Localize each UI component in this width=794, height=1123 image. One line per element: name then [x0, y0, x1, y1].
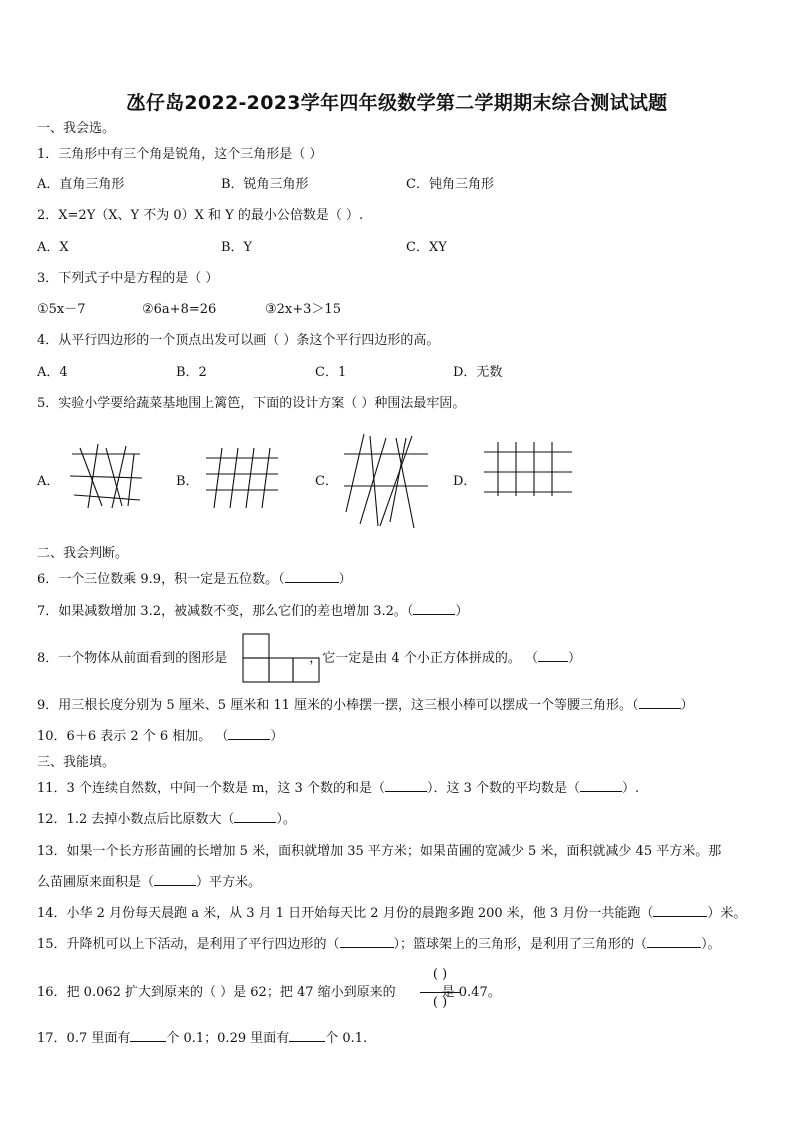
q15-text: 15．升降机可以上下活动，是利用了平行四边形的（: [37, 937, 340, 952]
q7-text: 7．如果减数增加 3.2，被减数不变，那么它们的差也增加 3.2。（: [37, 604, 414, 619]
question-2: 2．X=2Y（X、Y 不为 0）X 和 Y 的最小公倍数是（ ）.: [37, 208, 364, 223]
q2-option-b: B．Y: [221, 240, 253, 255]
q13-text-2: ）平方米。: [196, 875, 262, 890]
q11-blank-sum[interactable]: [385, 791, 427, 792]
question-10: [37, 728, 283, 746]
q6-answer-blank[interactable]: [285, 582, 339, 583]
q2-option-a: A．X: [37, 240, 69, 255]
q4-option-b: B．2: [176, 365, 207, 380]
q17-text-2: 个 0.1；0.29 里面有: [166, 1031, 290, 1046]
q17-text: 17．0.7 里面有: [37, 1031, 131, 1046]
q17-blank-1[interactable]: [130, 1041, 166, 1042]
q10-answer-blank[interactable]: [228, 739, 270, 740]
question-9: [37, 697, 694, 715]
q11-text-2: ）．这 3 个数的平均数是（: [426, 781, 580, 796]
fence-figure-a: [68, 440, 144, 512]
q9-text: 9．用三根长度分别为 5 厘米、5 厘米和 11 厘米的小棒摆一摆，这三根小棒可以摆成一个等腰三角形。（: [37, 698, 639, 713]
q4-option-c: C．1: [315, 365, 347, 380]
q7-close-paren: ）: [455, 604, 469, 619]
q10-close-paren: ）: [270, 729, 284, 744]
q14-text: 14．小华 2 月份每天晨跑 a 米，从 3 月 1 日开始每天比 2 月份的晨跑多跑 200 米，他 3 月份一共能跑（: [37, 906, 654, 921]
q5-label-d: D．: [453, 474, 477, 489]
q12-text-2: ）。: [276, 812, 296, 827]
question-15: [37, 936, 721, 954]
q6-close-paren: ）: [338, 572, 352, 587]
q17-text-3: 个 0.1.: [325, 1031, 368, 1046]
q1-option-c: C．钝角三角形: [406, 177, 494, 192]
question-3: 3．下列式子中是方程的是（ ）: [37, 271, 219, 286]
cube-front-view-figure: [240, 631, 322, 685]
q4-option-d: D．无数: [453, 365, 503, 380]
q3-option-3: ③2x+3＞15: [265, 302, 341, 317]
q16-text: 16．把 0.062 扩大到原来的（ ）是 62；把 47 缩小到原来的: [37, 985, 396, 1000]
q17-blank-2[interactable]: [289, 1041, 325, 1042]
q6-text: 6．一个三位数乘 9.9，积一定是五位数。（: [37, 572, 285, 587]
q11-blank-average[interactable]: [580, 791, 622, 792]
q12-answer-blank[interactable]: [234, 822, 276, 823]
q11-text: 11．3 个连续自然数，中间一个数是 m，这 3 个数的和是（: [37, 781, 385, 796]
question-12: [37, 811, 296, 829]
q5-label-b: B．: [176, 474, 199, 489]
question-1: 1．三角形中有三个角是锐角，这个三角形是（ ）: [37, 147, 323, 162]
q2-option-c: C．XY: [406, 240, 447, 255]
question-13-line-1: 13．如果一个长方形苗圃的长增加 5 米，面积就增加 35 平方米；如果苗圃的宽减少 5 米，面积就减少 45 平方米。那: [37, 844, 722, 859]
section-heading-judge: [37, 545, 128, 563]
section-2-title: 二、我会判断。: [37, 546, 129, 561]
q5-label-a: A．: [37, 474, 60, 489]
question-14: [37, 905, 746, 923]
question-7: [37, 603, 468, 621]
question-5: 5．实验小学要给蔬菜基地围上篱笆，下面的设计方案（ ）种围法最牢固。: [37, 396, 466, 411]
q16-fraction-bar: [420, 992, 460, 993]
q5-label-c: C．: [315, 474, 338, 489]
q8-text-2: ，它一定是由 4 个小正方体拼成的。 （: [309, 651, 538, 666]
q1-option-a: A．直角三角形: [37, 177, 125, 192]
fence-figure-d: [482, 440, 574, 498]
question-4: 4．从平行四边形的一个顶点出发可以画（ ）条这个平行四边形的高。: [37, 333, 440, 348]
q9-close-paren: ）: [680, 698, 694, 713]
q9-answer-blank[interactable]: [639, 708, 681, 709]
q3-option-2: ②6a+8=26: [142, 302, 217, 317]
q3-option-1: ①5x－7: [37, 302, 86, 317]
question-6: [37, 571, 352, 589]
q15-blank-triangle[interactable]: [647, 947, 701, 948]
q14-text-2: ）米。: [707, 906, 747, 921]
fence-figure-b: [204, 444, 282, 512]
q13-text: 么苗圃原来面积是（: [37, 875, 155, 890]
q8-text: 8．一个物体从前面看到的图形是: [37, 651, 228, 666]
q16-fraction-denominator[interactable]: ( ): [432, 995, 448, 1010]
q15-blank-parallelogram[interactable]: [340, 947, 394, 948]
q1-option-b: B．锐角三角形: [221, 177, 309, 192]
q8-answer-blank[interactable]: [538, 661, 568, 662]
q15-text-3: ）。: [701, 937, 721, 952]
q7-answer-blank[interactable]: [413, 614, 455, 615]
fence-figure-c: [340, 432, 432, 530]
page-title: 氹仔岛2022-2023学年四年级数学第二学期期末综合测试试题: [126, 92, 668, 114]
question-17: [37, 1030, 367, 1048]
question-11: [37, 780, 639, 798]
q13-answer-blank[interactable]: [154, 885, 196, 886]
q11-text-3: ）.: [622, 781, 640, 796]
q12-text: 12．1.2 去掉小数点后比原数大（: [37, 812, 235, 827]
question-13-line-2: [37, 874, 261, 892]
q16-text-2: 是 0.47。: [441, 985, 501, 1000]
q10-text: 10．6＋6 表示 2 个 6 相加。 （: [37, 729, 229, 744]
q8-close-paren: ）: [567, 651, 581, 666]
q15-text-2: ）；篮球架上的三角形，是利用了三角形的（: [393, 937, 648, 952]
section-heading-fill: 三、我能填。: [37, 755, 116, 770]
section-heading-choice: 一、我会选。: [37, 121, 116, 136]
q16-fraction-numerator[interactable]: ( ): [432, 967, 448, 982]
q14-answer-blank[interactable]: [653, 916, 707, 917]
q4-option-a: A．4: [37, 365, 68, 380]
